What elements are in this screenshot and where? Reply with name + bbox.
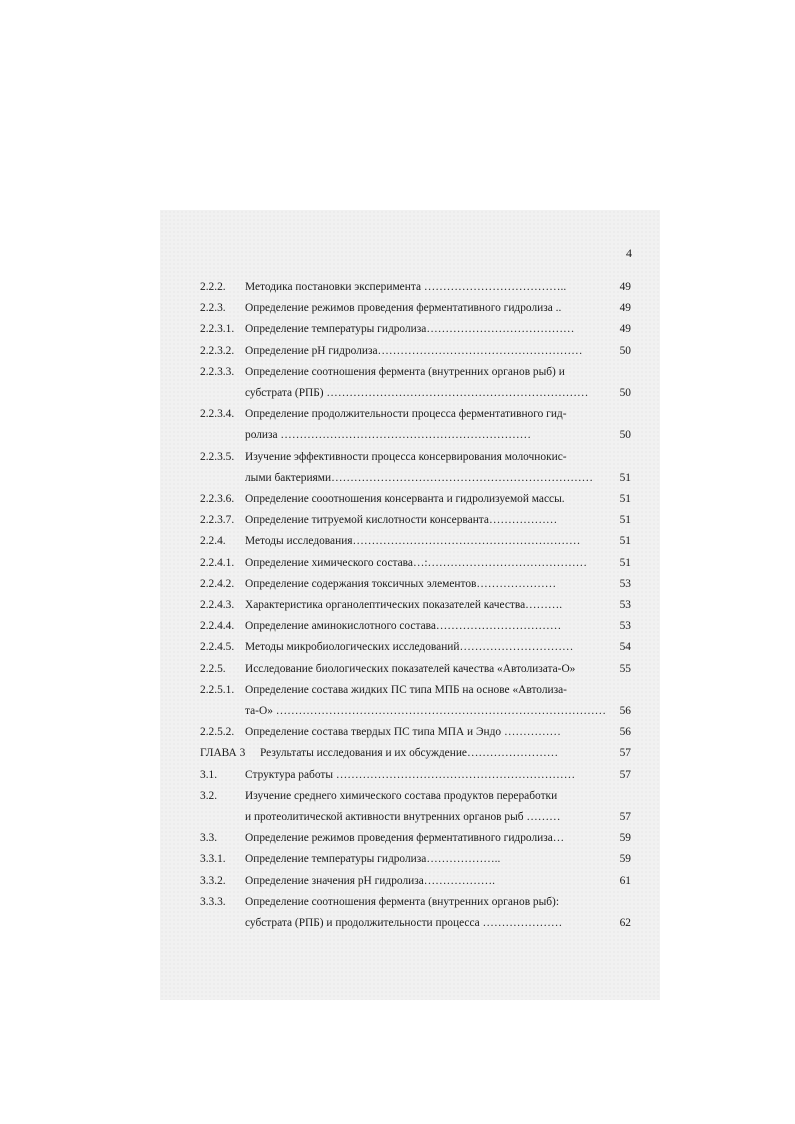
toc-entry-number: 3.1. <box>200 768 218 781</box>
toc-entry-number: 2.2.5.2. <box>200 726 235 739</box>
toc-entry-page: 51 <box>619 556 631 569</box>
toc-entry-number: 2.2.5.1. <box>200 683 235 696</box>
toc-entry-number: 2.2.3.1. <box>200 323 235 336</box>
toc-entry-title: Определение продолжительности процесса ферментативного гид- <box>245 408 567 421</box>
toc-entry-title: та-О» …………………………………………………………………………… <box>245 705 607 717</box>
toc-entry-number: 2.2.4. <box>200 535 226 548</box>
toc-entry-number: 2.2.3. <box>200 302 226 315</box>
toc-entry-title: Определение соотношения фермента (внутренних органов рыб) и <box>245 365 565 378</box>
toc-entry-title: Определение соотношения фермента (внутренних органов рыб): <box>245 895 560 908</box>
toc-entry-title: и протеолитической активности внутренних органов рыб ……… <box>245 811 561 823</box>
toc-entry-page: 49 <box>619 323 631 336</box>
toc-entry-number: 2.2.4.3. <box>200 599 235 611</box>
toc-entry-page: 62 <box>619 917 631 929</box>
toc-entry-title: Определение состава твердых ПС типа МПА и Эндо …………… <box>245 726 561 739</box>
toc-entry-number: 2.2.3.5. <box>200 450 235 463</box>
toc-entry-page: 55 <box>619 662 631 675</box>
toc-entry-title: ролиза ………………………………………………………… <box>245 429 532 442</box>
toc-entry-number: 3.3.1. <box>200 853 226 866</box>
toc-entry-title: Изучение среднего химического состава продуктов переработки <box>245 789 558 802</box>
toc-entry-title: Определение химического состава…:…………………………………… <box>245 556 587 569</box>
toc-entry-number: 2.2.4.2. <box>200 577 235 590</box>
toc-entry-page: 49 <box>619 281 631 293</box>
toc-entry-page: 50 <box>619 387 631 399</box>
toc-entry-title: Определение температуры гидролиза……………….. <box>245 853 501 866</box>
toc-entry-title: Методы исследования…………………………………………………… <box>245 535 581 548</box>
toc-entry-page: 61 <box>619 874 631 887</box>
toc-entry-title: Исследование биологических показателей качества «Автолизата-О» <box>245 662 576 675</box>
toc-entry-number: 2.2.3.2. <box>200 344 235 357</box>
toc-entry-title: Характеристика органолептических показателей качества………. <box>245 599 563 611</box>
toc-entry-page: 51 <box>619 493 631 505</box>
toc-entry-page: 50 <box>619 429 631 442</box>
toc-entry-number: 2.2.3.3. <box>200 365 235 378</box>
toc-entry-title: Определение значения pH гидролиза………………. <box>245 874 495 887</box>
toc-entry-page: 57 <box>619 747 631 760</box>
toc-entry-page: 57 <box>619 768 631 781</box>
toc-entry-page: 56 <box>619 726 631 739</box>
toc-entry-title: Определение сооотношения консерванта и гидролизуемой массы. <box>245 493 565 505</box>
toc-entry-title: Определение температуры гидролиза………………………………… <box>245 323 575 336</box>
toc-entry-number: 2.2.4.5. <box>200 641 235 654</box>
toc-entry-page: 50 <box>619 344 631 357</box>
toc-entry-page: 53 <box>619 620 631 633</box>
toc-entry-title: субстрата (РПБ) …………………………………………………………… <box>245 387 589 399</box>
toc-entry-title: Структура работы ……………………………………………………… <box>245 768 576 781</box>
toc-entry-number: 2.2.3.4. <box>200 408 235 421</box>
toc-entry-title: Результаты исследования и их обсуждение…………………… <box>260 747 559 760</box>
toc-entry-page: 51 <box>619 514 631 527</box>
toc-entry-page: 59 <box>619 853 631 866</box>
toc-entry-page: 49 <box>619 302 631 315</box>
toc-entry-number: ГЛАВА 3 <box>200 747 246 760</box>
toc-entry-number: 3.3.3. <box>200 895 226 908</box>
toc-entry-title: Методы микробиологических исследований………………………… <box>245 641 574 654</box>
toc-entry-page: 54 <box>619 641 631 654</box>
toc-entry-page: 56 <box>619 705 631 717</box>
toc-entry-title: Определение режимов проведения ферментативного гидролиза… <box>245 832 565 845</box>
toc-entry-title: Определение pH гидролиза……………………………………………… <box>245 344 583 357</box>
toc-entry-page: 59 <box>619 832 631 845</box>
toc-entry-page: 51 <box>619 535 631 548</box>
toc-entry-title: Определение титруемой кислотности консерванта……………… <box>245 514 558 527</box>
toc-entry-number: 3.2. <box>200 789 218 802</box>
toc-entry-title: субстрата (РПБ) и продолжительности процесса ………………… <box>245 917 563 929</box>
toc-entry-number: 2.2.5. <box>200 662 226 675</box>
toc-entry-title: Определение состава жидких ПС типа МПБ на основе «Автолиза- <box>245 683 567 696</box>
page-number: 4 <box>626 246 632 260</box>
toc-entry-title: Определение содержания токсичных элементов………………… <box>245 577 557 590</box>
toc-entry-number: 2.2.4.4. <box>200 620 235 633</box>
toc-entry-number: 3.3.2. <box>200 874 226 887</box>
toc-entry-title: Определение режимов проведения ферментативного гидролиза .. <box>245 302 562 315</box>
toc-entry-page: 53 <box>619 577 631 590</box>
toc-entry-title: лыми бактериями…………………………………………………………… <box>245 471 594 484</box>
toc-entry-title: Изучение эффективности процесса консервирования молочнокис- <box>245 450 567 463</box>
toc-entry-number: 2.2.3.6. <box>200 493 235 505</box>
toc-entry-page: 53 <box>619 599 631 611</box>
toc-entry-number: 3.3. <box>200 832 218 845</box>
toc-entry-number: 2.2.3.7. <box>200 514 235 527</box>
toc-entry-title: Определение аминокислотного состава…………………………… <box>245 620 562 633</box>
toc-entry-number: 2.2.4.1. <box>200 556 235 569</box>
toc-entry-title: Методика постановки эксперимента ……………………………….. <box>245 281 567 293</box>
toc-entry-page: 51 <box>619 471 631 484</box>
toc-entry-number: 2.2.2. <box>200 281 226 293</box>
toc-entry-page: 57 <box>619 811 631 823</box>
